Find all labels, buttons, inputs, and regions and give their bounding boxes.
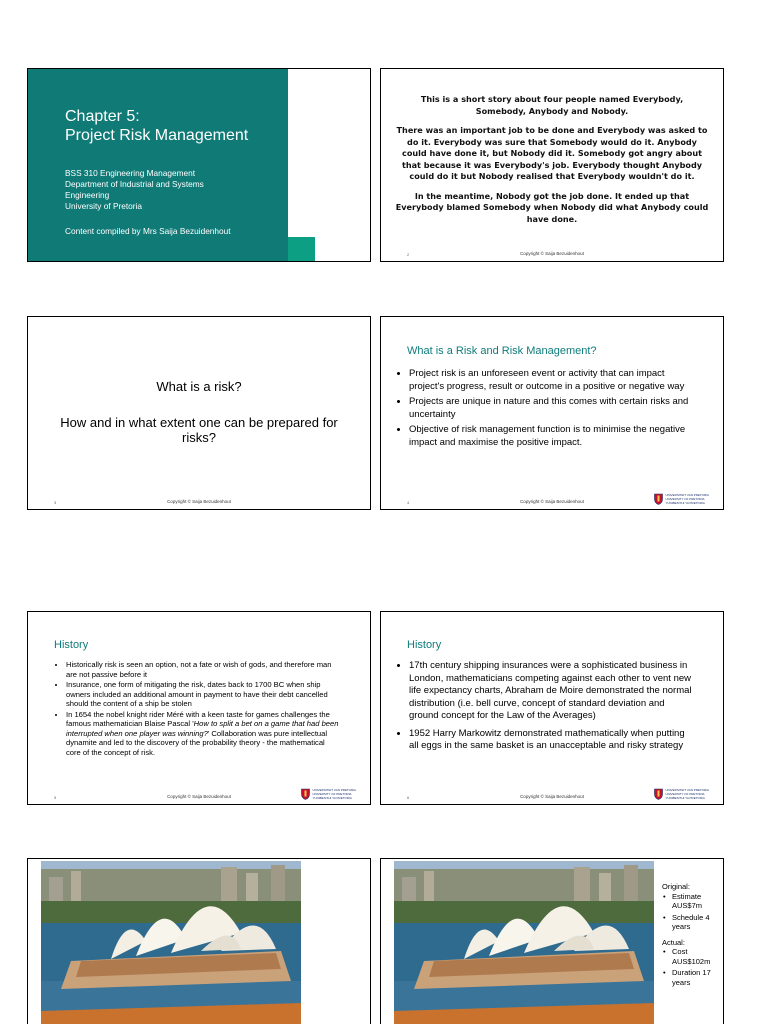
bullet-item: • Objective of risk management function is to minimise the negative impact and maximise the positive impact.: [409, 423, 699, 449]
logo-text: UNIVERSITEIT VAN PRETORIA UNIVERSITY OF PRETORIA YUNIBESITHI YA PRETORIA: [665, 787, 709, 800]
copyright-footer: Copyright © Saija Bezuidenhout: [520, 794, 584, 799]
slide-photo: [27, 858, 371, 1024]
slide-title: [27, 68, 371, 262]
course-info: [65, 168, 204, 212]
slide-number: 2: [407, 252, 410, 257]
bullet-item: • Historically risk is seen an option, not a fate or wish of gods, and therefore man are not passive before it: [66, 660, 340, 679]
logo-text: UNIVERSITEIT VAN PRETORIA UNIVERSITY OF PRETORIA YUNIBESITHI YA PRETORIA: [312, 787, 356, 800]
actual-duration: • Duration 17 years: [672, 968, 722, 987]
title-line-1: Chapter 5:: [65, 108, 140, 125]
slide-number: 5: [54, 795, 57, 800]
slide-number: 4: [407, 500, 410, 505]
original-label: Original:: [662, 882, 690, 891]
actual-cost: • Cost AUS$102m: [672, 947, 722, 966]
copyright-footer: Copyright © Saija Bezuidenhout: [167, 794, 231, 799]
slide-history-1: [27, 611, 371, 805]
crest-icon: [654, 493, 663, 505]
slide-risk-definition: [380, 316, 724, 510]
crest-icon: [301, 788, 310, 800]
decorative-block: [288, 237, 315, 261]
slide-story: [380, 68, 724, 262]
story-paragraph-2: There was an important job to be done and Everybody was asked to do it. Everybody was sure that Somebody would do it. Anybody could have done it, but Nobody did it. Somebody got angry about that because it was Everybody's job. Everybody thought Anybody could do it but Nobody realised that Everybody wouldn't do it.: [396, 125, 708, 181]
title-line-2: Project Risk Management: [65, 127, 249, 144]
university-logo: [301, 788, 356, 800]
actual-label: Actual:: [662, 937, 685, 947]
author-credit: Content compiled by Mrs Saija Bezuidenhout: [65, 226, 231, 236]
bullet-list: [395, 660, 693, 758]
bullet-item: • Projects are unique in nature and this comes with certain risks and uncertainty: [409, 395, 699, 421]
opera-house-photo: [394, 861, 654, 1024]
slide-heading: History: [54, 639, 89, 651]
slide-questions: [27, 316, 371, 510]
question-preparation: How and in what extent one can be prepared for risks?: [60, 415, 338, 445]
slide-title-text: [65, 107, 248, 145]
bullet-item: • In 1654 the nobel knight rider Méré with a keen taste for games challenges the famous mathematician Blaise Pascal 'How to split a bet on a game that had been interrupted when one player was winning?' Collaboration was pure intellectual dynamite and led to the discovery of the probability theory - the mathematical core of the concept of risk.: [66, 710, 340, 758]
story-text: [395, 94, 709, 233]
university-logo: [654, 788, 709, 800]
slide-number: 3: [54, 500, 57, 505]
slide-photo-facts: [380, 858, 724, 1024]
opera-house-photo: [41, 861, 301, 1024]
slide-number: 6: [407, 795, 410, 800]
project-facts: [662, 882, 722, 993]
bullet-list: [54, 660, 340, 758]
bullet-list: [395, 367, 699, 451]
university-name: University of Pretoria: [65, 201, 143, 211]
actual-list: [662, 947, 722, 987]
slide-history-2: [380, 611, 724, 805]
copyright-footer: Copyright © Saija Bezuidenhout: [167, 499, 231, 504]
course-name: BSS 310 Engineering Management: [65, 168, 196, 178]
department-line-1: Department of Industrial and Systems: [65, 179, 204, 189]
original-schedule: • Schedule 4 years: [672, 913, 722, 932]
story-paragraph-3: In the meantime, Nobody got the job done. It ended up that Everybody blamed Somebody when Nobody did what Anybody could have done.: [395, 190, 709, 224]
bullet-item: • 17th century shipping insurances were a sophisticated business in London, mathematicians competing against each other to vent new life expectancy charts, Abraham de Moire demonstrated the normal distribution (i.e. bell curve, concept of standard deviation and ground concept for the Law of the Averages): [409, 660, 693, 723]
bullet-item: • Project risk is an unforeseen event or activity that can impact project's progress, result or outcome in a positive or negative way: [409, 367, 699, 393]
pascal-question: How to split a bet on a game that had been interrupted when one player was winning?: [66, 719, 339, 738]
bullet-item: • 1952 Harry Markowitz demonstrated mathematically when putting all eggs in the same basket is an unacceptable and risky strategy: [409, 728, 693, 753]
title-panel: [28, 69, 288, 261]
original-estimate: • Estimate AUS$7m: [672, 892, 722, 911]
slide-heading: What is a Risk and Risk Management?: [407, 345, 597, 357]
original-list: [662, 892, 722, 932]
slide-heading: History: [407, 639, 442, 651]
bullet-item: • Insurance, one form of mitigating the risk, dates back to 1700 BC when ship owners included an additional amount in payment to have their debt cancelled should the content of a ship be stolen: [66, 680, 340, 709]
copyright-footer: Copyright © Saija Bezuidenhout: [520, 499, 584, 504]
logo-text: UNIVERSITEIT VAN PRETORIA UNIVERSITY OF PRETORIA YUNIBESITHI YA PRETORIA: [665, 492, 709, 505]
department-line-2: Engineering: [65, 190, 110, 200]
university-logo: [654, 493, 709, 505]
question-what-is-risk: What is a risk?: [156, 379, 242, 394]
copyright-footer: Copyright © Saija Bezuidenhout: [520, 251, 584, 256]
crest-icon: [654, 788, 663, 800]
story-paragraph-1: This is a short story about four people named Everybody, Somebody, Anybody and Nobody.: [420, 94, 684, 116]
